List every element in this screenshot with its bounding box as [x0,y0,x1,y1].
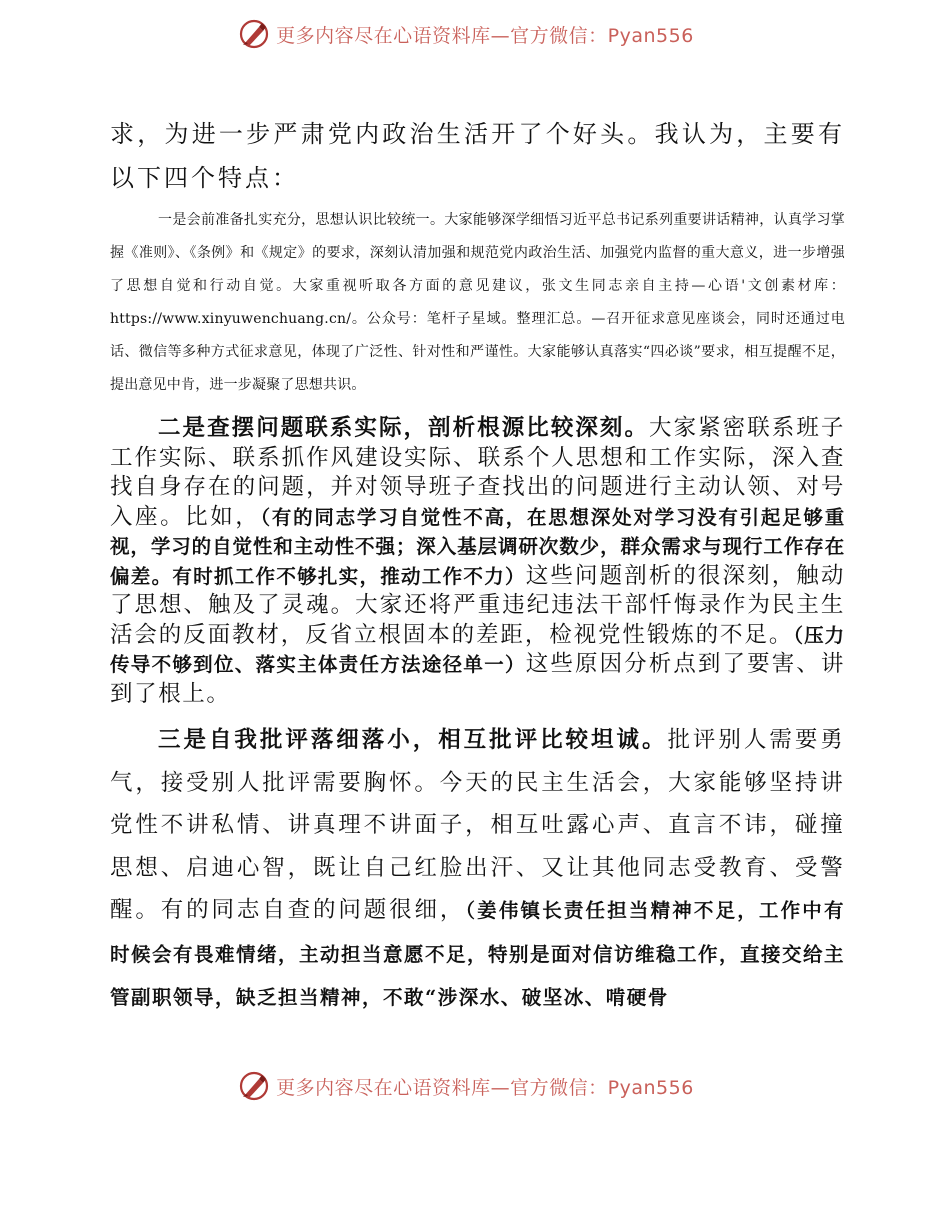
watermark-banner-top [0,14,950,54]
watermark-text-bottom: 更多内容尽在心语资料库—官方微信：Pyan556 [276,1076,694,1099]
document-body [110,112,845,1020]
point-three-emphasis-1: （姜伟镇长责任担当精神不足，工作中有时候会有畏难情绪，主动担当意愿不足，特别是面对信访维稳工作，直接交给主管副职领导，缺乏担当精神，不敢“涉深水、破坚冰、啃硬骨 [110,899,846,1009]
watermark-text-top: 更多内容尽在心语资料库—官方微信：Pyan556 [276,24,694,47]
point-two-heading: 二是查摆问题联系实际，剖析根源比较深刻。 [158,415,650,441]
point-two-emphasis-2: （压力传导不够到位、落实主体责任方法途径单一） [110,623,845,676]
point-two-text-2: 这些问题剖析的很深刻，触动了思想、触及了灵魂。大家还将严重违纪违法干部忏悔录作为民主生活会的反面教材，反省立根固本的差距，检视党性锻炼的不足。 [110,562,845,648]
point-three-heading: 三是自我批评落细落小，相互批评比较坦诚。 [158,727,668,753]
pen-logo-icon [238,1070,270,1102]
paragraph-point-three [110,719,845,1020]
paragraph-point-two [110,414,845,709]
point-two-text-1: 大家紧密联系班子工作实际、联系抓作风建设实际、联系个人思想和工作实际，深入查找自身存在的问题，并对领导班子查找出的问题进行主动认领、对号入座。比如， [110,415,845,530]
point-two-text-3: 这些原因分析点到了要害、讲到了根上。 [110,651,845,707]
watermark-banner-bottom [0,1066,950,1106]
paragraph-intro: 求，为进一步严肃党内政治生活开了个好头。我认为，主要有以下四个特点： [110,120,845,192]
point-two-emphasis-1: （有的同志学习自觉性不高，在思想深处对学习没有引起足够重视，学习的自觉性和主动性不强；深入基层调研次数少，群众需求与现行工作存在偏差。有时抓工作不够扎实，推动工作不力） [110,505,845,588]
point-three-text-1: 批评别人需要勇气，接受别人批评需要胸怀。今天的民主生活会，大家能够坚持讲党性不讲私情、讲真理不讲面子，相互吐露心声、直言不讳，碰撞思想、启迪心智，既让自己红脸出汗、又让其他同志受教育、受警醒。有的同志自查的问题很细， [110,727,845,923]
pen-logo-icon [238,18,270,50]
paragraph-point-one: 一是会前准备扎实充分，思想认识比较统一。大家能够深学细悟习近平总书记系列重要讲话精神，认真学习掌握《准则》、《条例》和《规定》的要求，深刻认清加强和规范党内政治生活、加强党内监督的重大意义，进一步增强了思想自觉和行动自觉。大家重视听取各方面的意见建议，张文生同志亲自主持—心语'文创素材库：https://www.xinyuwenchuang.cn/。公众号：笔杆子星域。整理汇总。—召开征求意见座谈会，同时还通过电话、微信等多种方式征求意见，体现了广泛性、针对性和严谨性。大家能够认真落实“四必谈”要求，相互提醒不足，提出意见中肯，进一步凝聚了思想共识。 [110,212,845,393]
